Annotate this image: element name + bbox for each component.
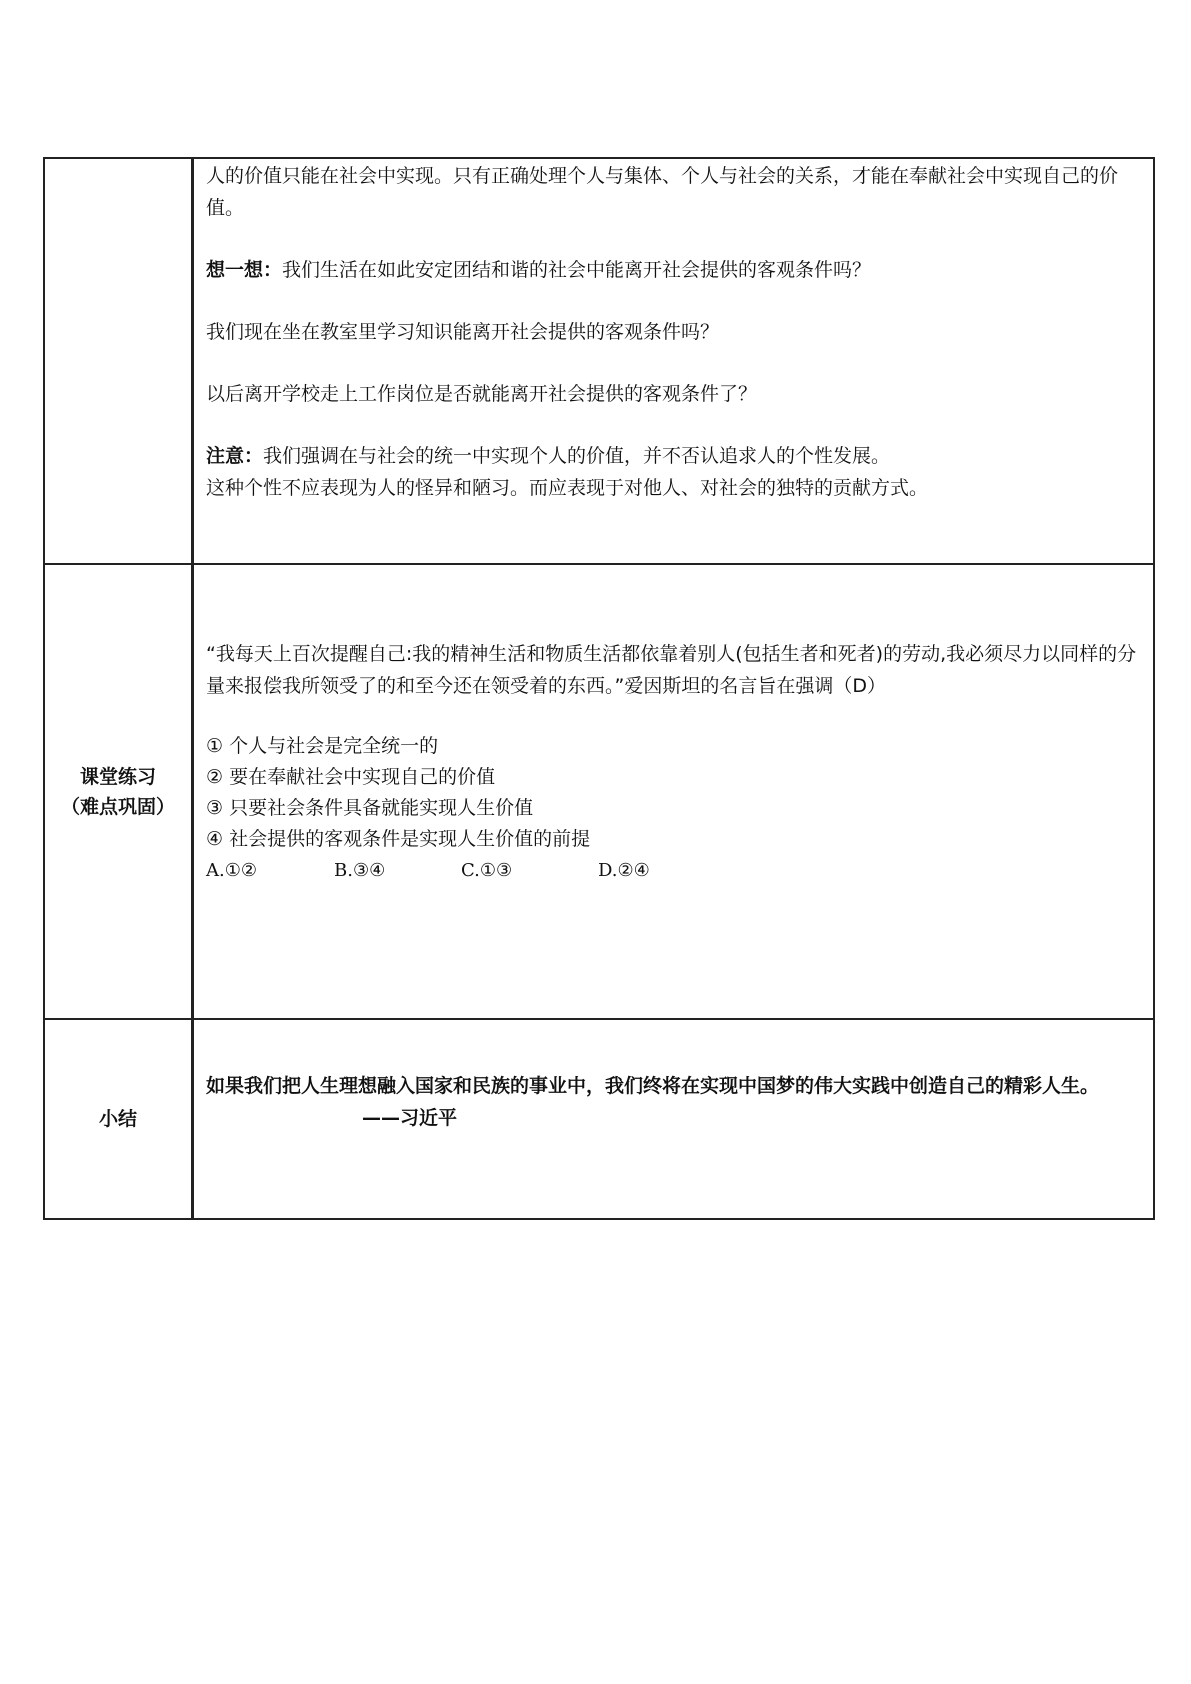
content-cell [193, 564, 1155, 1019]
paragraph-work-question: 以后离开学校走上工作岗位是否就能离开社会提供的客观条件了？ [206, 383, 758, 405]
content-cell [193, 1019, 1155, 1219]
quote-attribution: ——习近平 [362, 1107, 458, 1129]
practice-label-line1: 课堂练习 [79, 765, 156, 788]
answer-choices [206, 855, 1139, 886]
answer-choice-b: B.③④ [334, 860, 386, 881]
exercise-question: “我每天上百次提醒自己:我的精神生活和物质生活都依靠着别人(包括生者和死者)的劳动,我必须尽力以同样的分量来报偿我所领受了的和至今还在领受着的东西。”爱因斯坦的名言旨在强调（D） [206, 643, 1137, 697]
practice-label-line2: （难点巩固） [60, 795, 175, 818]
paragraph-think [206, 254, 1139, 286]
paragraph-personality: 这种个性不应表现为人的怪异和陋习。而应表现于对他人、对社会的独特的贡献方式。 [206, 477, 929, 499]
paragraph-value-intro: 人的价值只能在社会中实现。只有正确处理个人与集体、个人与社会的关系，才能在奉献社会中实现自己的价值。 [206, 165, 1119, 219]
summary-quote: 如果我们把人生理想融入国家和民族的事业中，我们终将在实现中国梦的伟大实践中创造自己的精彩人生。 [206, 1075, 1100, 1097]
note-label: 注意： [206, 445, 264, 467]
option-item: ④ 社会提供的客观条件是实现人生价值的前提 [206, 828, 591, 850]
paragraph-note [206, 440, 1139, 472]
answer-choice-d: D.②④ [598, 860, 650, 881]
row-label-summary: 小结 [44, 1019, 193, 1219]
table-row [44, 564, 1154, 1019]
note-text: 我们强调在与社会的统一中实现个人的价值，并不否认追求人的个性发展。 [263, 445, 891, 467]
table-row [44, 158, 1154, 564]
answer-choice-a: A.①② [206, 860, 257, 881]
answer-choice-c: C.①③ [461, 860, 513, 881]
option-item: ② 要在奉献社会中实现自己的价值 [206, 766, 496, 788]
table-row [44, 1019, 1154, 1219]
row-label-empty [44, 158, 193, 564]
paragraph-classroom-question: 我们现在坐在教室里学习知识能离开社会提供的客观条件吗？ [206, 321, 720, 343]
exercise-options [206, 731, 1139, 855]
row-label-practice [44, 564, 193, 1019]
think-label: 想一想： [206, 259, 283, 281]
content-cell [193, 158, 1155, 564]
think-text: 我们生活在如此安定团结和谐的社会中能离开社会提供的客观条件吗？ [282, 259, 872, 281]
lesson-plan-table [43, 157, 1155, 1220]
option-item: ③ 只要社会条件具备就能实现人生价值 [206, 797, 534, 819]
option-item: ① 个人与社会是完全统一的 [206, 735, 439, 757]
